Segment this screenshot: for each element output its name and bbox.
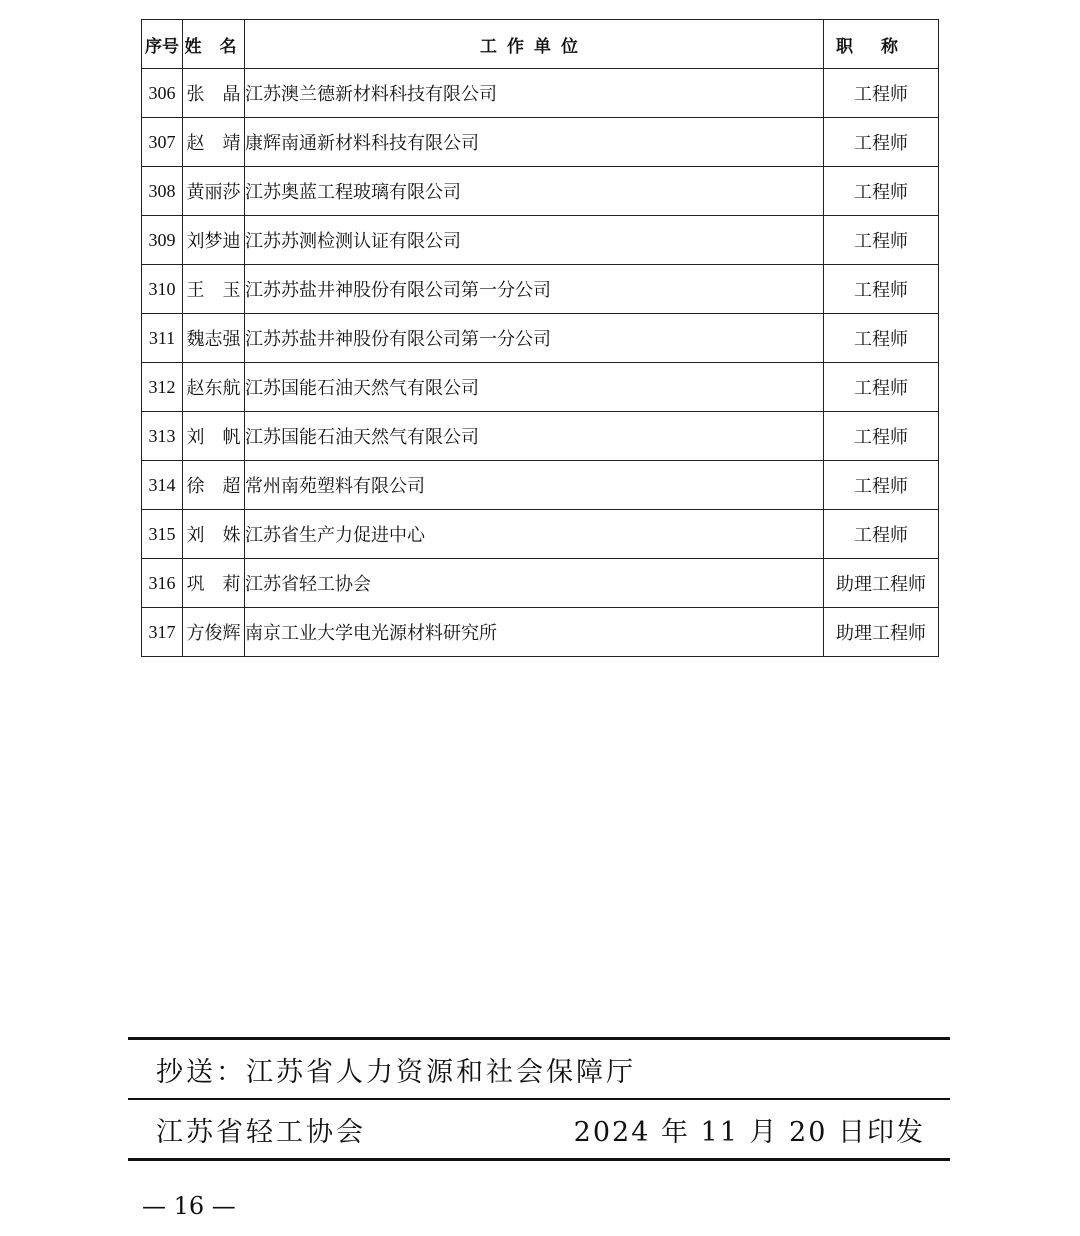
table-row — [142, 118, 939, 167]
cell-unit: 江苏苏盐井神股份有限公司第一分公司 — [245, 265, 824, 314]
cell-title: 工程师 — [824, 167, 939, 216]
cell-no: 310 — [142, 265, 183, 314]
cell-name: 王 玉 — [183, 265, 245, 314]
cell-name: 魏志强 — [183, 314, 245, 363]
table-row — [142, 363, 939, 412]
cell-title: 工程师 — [824, 363, 939, 412]
cell-no: 316 — [142, 559, 183, 608]
cell-unit: 康辉南通新材料科技有限公司 — [245, 118, 824, 167]
cell-name: 赵 靖 — [183, 118, 245, 167]
header-unit: 工作单位 — [245, 20, 824, 69]
footer-top-rule — [128, 1037, 950, 1040]
header-no: 序号 — [142, 20, 183, 69]
cell-unit: 常州南苑塑料有限公司 — [245, 461, 824, 510]
cell-title: 工程师 — [824, 265, 939, 314]
cell-title: 工程师 — [824, 314, 939, 363]
issuer-name: 江苏省轻工协会 — [156, 1117, 366, 1148]
cell-unit: 江苏奥蓝工程玻璃有限公司 — [245, 167, 824, 216]
cell-no: 306 — [142, 69, 183, 118]
table-header-row — [142, 20, 939, 69]
cell-unit: 江苏省轻工协会 — [245, 559, 824, 608]
cell-title: 工程师 — [824, 216, 939, 265]
table-row — [142, 265, 939, 314]
cell-name: 徐 超 — [183, 461, 245, 510]
table-row — [142, 461, 939, 510]
cc-line: 抄送：江苏省人力资源和社会保障厅 — [156, 1057, 636, 1088]
table-row — [142, 314, 939, 363]
cell-unit: 江苏苏测检测认证有限公司 — [245, 216, 824, 265]
table-row — [142, 559, 939, 608]
cell-unit: 江苏国能石油天然气有限公司 — [245, 363, 824, 412]
cell-title: 工程师 — [824, 461, 939, 510]
cell-no: 317 — [142, 608, 183, 657]
cell-unit: 南京工业大学电光源材料研究所 — [245, 608, 824, 657]
cell-name: 方俊辉 — [183, 608, 245, 657]
cell-no: 313 — [142, 412, 183, 461]
header-title: 职称 — [824, 20, 939, 69]
cell-name: 刘梦迪 — [183, 216, 245, 265]
cell-title: 工程师 — [824, 510, 939, 559]
cell-no: 311 — [142, 314, 183, 363]
header-name: 姓 名 — [183, 20, 245, 69]
cell-no: 312 — [142, 363, 183, 412]
cell-unit: 江苏苏盐井神股份有限公司第一分公司 — [245, 314, 824, 363]
cell-unit: 江苏国能石油天然气有限公司 — [245, 412, 824, 461]
table-row — [142, 216, 939, 265]
table-row — [142, 167, 939, 216]
cell-no: 307 — [142, 118, 183, 167]
cell-name: 刘 帆 — [183, 412, 245, 461]
cell-no: 308 — [142, 167, 183, 216]
cell-name: 赵东航 — [183, 363, 245, 412]
table-row — [142, 510, 939, 559]
cell-name: 巩 莉 — [183, 559, 245, 608]
issue-date: 2024 年 11 月 20 日印发 — [573, 1117, 925, 1148]
cell-title: 助理工程师 — [824, 559, 939, 608]
table-row — [142, 69, 939, 118]
page-number: — 16 — — [142, 1192, 236, 1220]
cell-no: 314 — [142, 461, 183, 510]
roster-table — [141, 19, 939, 657]
cell-title: 助理工程师 — [824, 608, 939, 657]
cell-name: 刘 姝 — [183, 510, 245, 559]
table-row — [142, 608, 939, 657]
cell-name: 张 晶 — [183, 69, 245, 118]
table-row — [142, 412, 939, 461]
footer-bottom-rule — [128, 1158, 950, 1161]
footer-middle-rule — [128, 1098, 950, 1100]
cell-unit: 江苏省生产力促进中心 — [245, 510, 824, 559]
cell-title: 工程师 — [824, 69, 939, 118]
cell-title: 工程师 — [824, 118, 939, 167]
cell-title: 工程师 — [824, 412, 939, 461]
cell-no: 309 — [142, 216, 183, 265]
cell-unit: 江苏澳兰德新材料科技有限公司 — [245, 69, 824, 118]
cell-no: 315 — [142, 510, 183, 559]
cell-name: 黄丽莎 — [183, 167, 245, 216]
